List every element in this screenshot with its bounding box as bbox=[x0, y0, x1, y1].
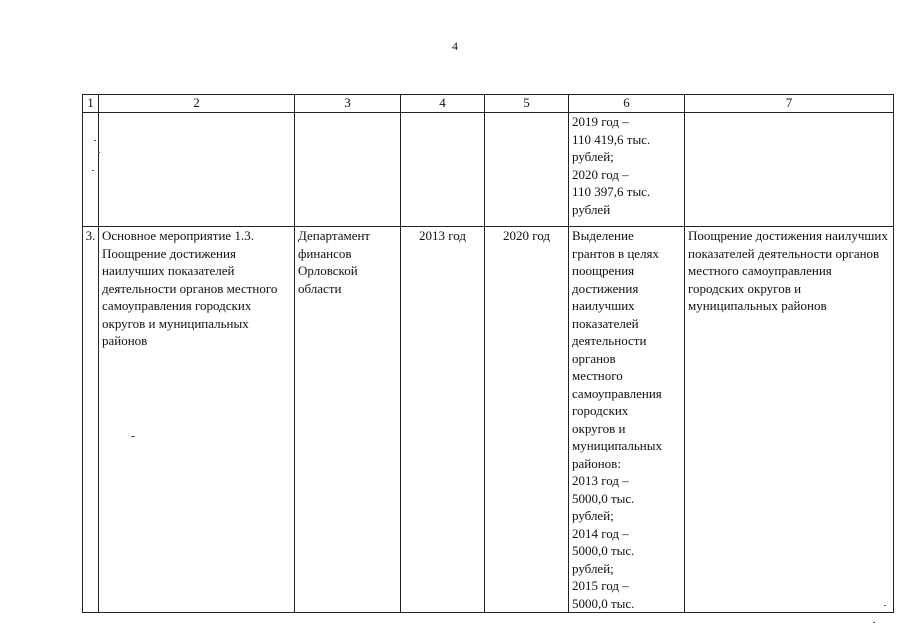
scan-speck bbox=[131, 436, 135, 437]
page-number: 4 bbox=[452, 39, 458, 53]
column-header-7: 7 bbox=[685, 95, 894, 113]
scan-speck bbox=[884, 605, 886, 606]
cell-funding: Выделение грантов в целях поощрения достижения наилучших показателей деятельности органов местного самоуправления городских округов и муниципальных районов: 2013 год – 5000,0 тыс. рублей; 2014 год – 5000,0 тыс. рублей; 2015 год – 5000,0 тыс. bbox=[569, 227, 685, 613]
column-header-1: 1 bbox=[83, 95, 99, 113]
header-row bbox=[83, 95, 894, 113]
table-row-3 bbox=[83, 227, 894, 613]
table-row-continuation bbox=[83, 113, 894, 227]
cell-executor bbox=[295, 113, 401, 227]
cell-activity bbox=[99, 113, 295, 227]
cell-end-year bbox=[485, 113, 569, 227]
column-header-6: 6 bbox=[569, 95, 685, 113]
scan-speck bbox=[94, 140, 96, 141]
column-header-3: 3 bbox=[295, 95, 401, 113]
column-header-2: 2 bbox=[99, 95, 295, 113]
cell-start-year bbox=[401, 113, 485, 227]
cell-end-year: 2020 год bbox=[485, 227, 569, 613]
cell-executor: Департамент финансов Орловской области bbox=[295, 227, 401, 613]
cell-num: 3. bbox=[83, 227, 99, 613]
column-header-4: 4 bbox=[401, 95, 485, 113]
cell-result: Поощрение достижения наилучших показателей деятельности органов местного самоуправления городских округов и муниципальных районов bbox=[685, 227, 894, 613]
cell-activity: Основное мероприятие 1.3. Поощрение достижения наилучших показателей деятельности органов местного самоуправления городских округов и муниципальных районов bbox=[99, 227, 295, 613]
scan-speck bbox=[873, 622, 875, 623]
column-header-5: 5 bbox=[485, 95, 569, 113]
program-activities-table bbox=[82, 94, 894, 613]
cell-result bbox=[685, 113, 894, 227]
scan-speck bbox=[92, 170, 94, 171]
cell-num bbox=[83, 113, 99, 227]
cell-funding: 2019 год – 110 419,6 тыс. рублей; 2020 год – 110 397,6 тыс. рублей bbox=[569, 113, 685, 227]
scan-speck bbox=[98, 152, 100, 153]
cell-start-year: 2013 год bbox=[401, 227, 485, 613]
